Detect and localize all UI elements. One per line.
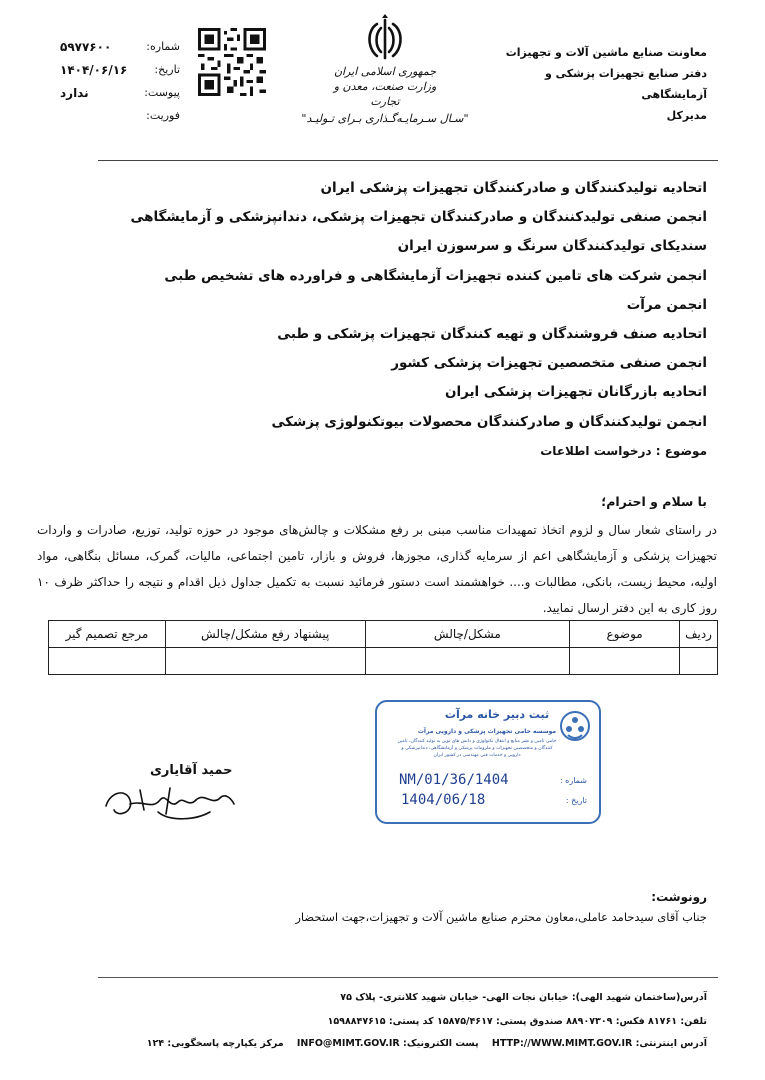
stamp-date-label: تاریخ :: [565, 796, 587, 805]
ministry-line-1: جمهوری اسلامی ایران: [333, 65, 437, 78]
office-header: [487, 42, 707, 126]
qr-code-icon: [198, 28, 266, 96]
web-label: آدرس اینترنتی:: [635, 1038, 707, 1049]
recipient: انجمن شرکت های تامین کننده تجهیزات آزمایشگاهی و فراورده های تشخیص طبی: [164, 267, 707, 284]
meta-label: پیوست:: [144, 86, 180, 99]
table-header: مرجع تصمیم گیر: [49, 621, 166, 648]
web-link[interactable]: HTTP://WWW.MIMT.GOV.IR: [491, 1038, 633, 1049]
letter-subject: موضوع : درخواست اطلاعات: [540, 444, 707, 458]
recipient: اتحادیه تولیدکنندگان و صادرکنندگان تجهیزات پزشکی ایران: [320, 180, 707, 196]
stamp-logo-icon: [559, 710, 591, 742]
request-table: [48, 620, 718, 675]
stamp-number-label: شماره :: [559, 776, 587, 785]
table-header: موضوع: [570, 621, 680, 648]
table-cell: [365, 648, 570, 675]
body-paragraph: در راستای شعار سال و لزوم اتخاذ تمهیدات مناسب مبنی بر رفع مشکلات و چالش‌های موجود در حوزه تولید، توزیع، صادرات و واردات تجهیزات پزشکی و آزمایشگاهی اعم از سرمایه گذاری، مجوزها، فروش و بازار، تامین اجتماعی، مالیات، گمرک، مسائل بنگاهی، مواد اولیه، محیط زیست، بانکی، مطالبات و.... خواهشمند است دستور فرمائید نسبت به تکمیل جداول ذیل اقدام و نتیجه را حداکثر ظرف ۱۰ روز کاری به این دفتر ارسال نمایید.: [37, 523, 717, 615]
cc-recipient: جناب آقای سیدحامد عاملی،معاون محترم صنایع ماشین آلات و تجهیزات،جهت استحضار: [295, 910, 707, 924]
meta-label: تاریخ:: [154, 63, 180, 76]
letter-meta: [60, 40, 180, 131]
office-line: مدیرکل: [666, 109, 707, 122]
ministry-line-2: وزارت صنعت، معدن و تجارت: [333, 80, 437, 108]
office-line: دفتر صنایع تجهیزات پزشکی و آزمایشگاهی: [544, 67, 707, 101]
recipient: اتحادیه بازرگانان تجهیزات پزشکی ایران: [444, 384, 707, 401]
secretariat-stamp: [375, 700, 601, 824]
recipient: انجمن مرآت: [626, 296, 707, 313]
handwritten-signature: [100, 770, 240, 830]
letter-attachment: ندارد: [60, 86, 89, 100]
table-cell: [570, 648, 680, 675]
recipient: اتحادیه صنف فروشندگان و تهیه کنندگان تجهیزات پزشکی و طبی: [277, 325, 707, 342]
footer-address: آدرس(ساختمان شهید الهی): خیابان نجات الهی- خیابان شهید کلانتری- پلاک ۷۵: [340, 992, 707, 1003]
letter-number: ۵۹۷۷۶۰۰: [60, 40, 112, 54]
greeting: با سلام و احترام؛: [601, 494, 707, 509]
footer-web-line: [47, 1038, 707, 1049]
table-cell: [680, 648, 718, 675]
year-slogan: "سـال سـرمایـه‌گـذاری بـرای تـولیـد": [301, 112, 469, 125]
iran-emblem-icon: [355, 14, 415, 64]
ministry-name: [320, 64, 450, 109]
stamp-title: ثبت دبیر خانه مرآت: [444, 708, 550, 721]
meta-label: فوریت:: [146, 109, 180, 122]
table-header: پیشنهاد رفع مشکل/چالش: [165, 621, 365, 648]
email-label: پست الکترونیک:: [403, 1038, 479, 1049]
call-center: مرکز یکپارچه پاسخگویی: ۱۲۴: [146, 1038, 284, 1049]
table-cell: [49, 648, 166, 675]
stamp-date: 1404/06/18: [401, 792, 486, 808]
cc-title: رونوشت:: [651, 890, 707, 904]
table-header: مشکل/چالش: [365, 621, 570, 648]
recipient: انجمن صنفی متخصصین تجهیزات پزشکی کشور: [391, 355, 707, 372]
header-divider: [98, 160, 718, 161]
email-link[interactable]: INFO@MIMT.GOV.IR: [296, 1038, 400, 1049]
stamp-org: موسسه حامی تجهیزات پزشکی و دارویی مرآت: [417, 728, 557, 735]
table-header-row: [49, 621, 718, 648]
table-cell: [165, 648, 365, 675]
footer-phones: تلفن: ۸۱۷۶۱ فکس: ۸۸۹۰۷۳۰۹ صندوق پستی: ۱۵۸۷۵/۴۶۱۷ کد پستی: ۱۵۹۸۸۴۷۶۱۵: [327, 1016, 707, 1027]
signer-name: حمید آقایاری: [150, 763, 233, 778]
recipient: سندیکای تولیدکنندگان سرنگ و سرسوزن ایران: [397, 238, 707, 255]
table-row: [49, 648, 718, 675]
footer-divider: [98, 977, 718, 978]
meta-label: شماره:: [146, 40, 180, 53]
stamp-description: حامی تامین و نشر منابع و انتقال تکنولوژی و دانش های نوین به تولید کنندگان، تامین کنندگان و متخصصین تجهیزات و ملزومات پزشکی و آزمایشگاهی، دندانپزشکی و دارویی و خدمات فنی مهندسی در کشور ایران: [397, 739, 557, 758]
recipients-list: [67, 174, 707, 437]
recipient: انجمن تولیدکنندگان و صادرکنندگان محصولات بیوتکنولوژی پزشکی: [271, 413, 707, 430]
recipient: انجمن صنفی تولیدکنندگان و صادرکنندگان تجهیزات پزشکی، دندانپزشکی و آزمایشگاهی: [130, 209, 707, 226]
stamp-number: 1404/NM/01/36: [399, 772, 509, 788]
office-line: معاونت صنایع ماشین آلات و تجهیزات: [505, 46, 707, 59]
table-header: ردیف: [680, 621, 718, 648]
letter-date: ۱۴۰۴/۰۶/۱۶: [60, 63, 128, 77]
